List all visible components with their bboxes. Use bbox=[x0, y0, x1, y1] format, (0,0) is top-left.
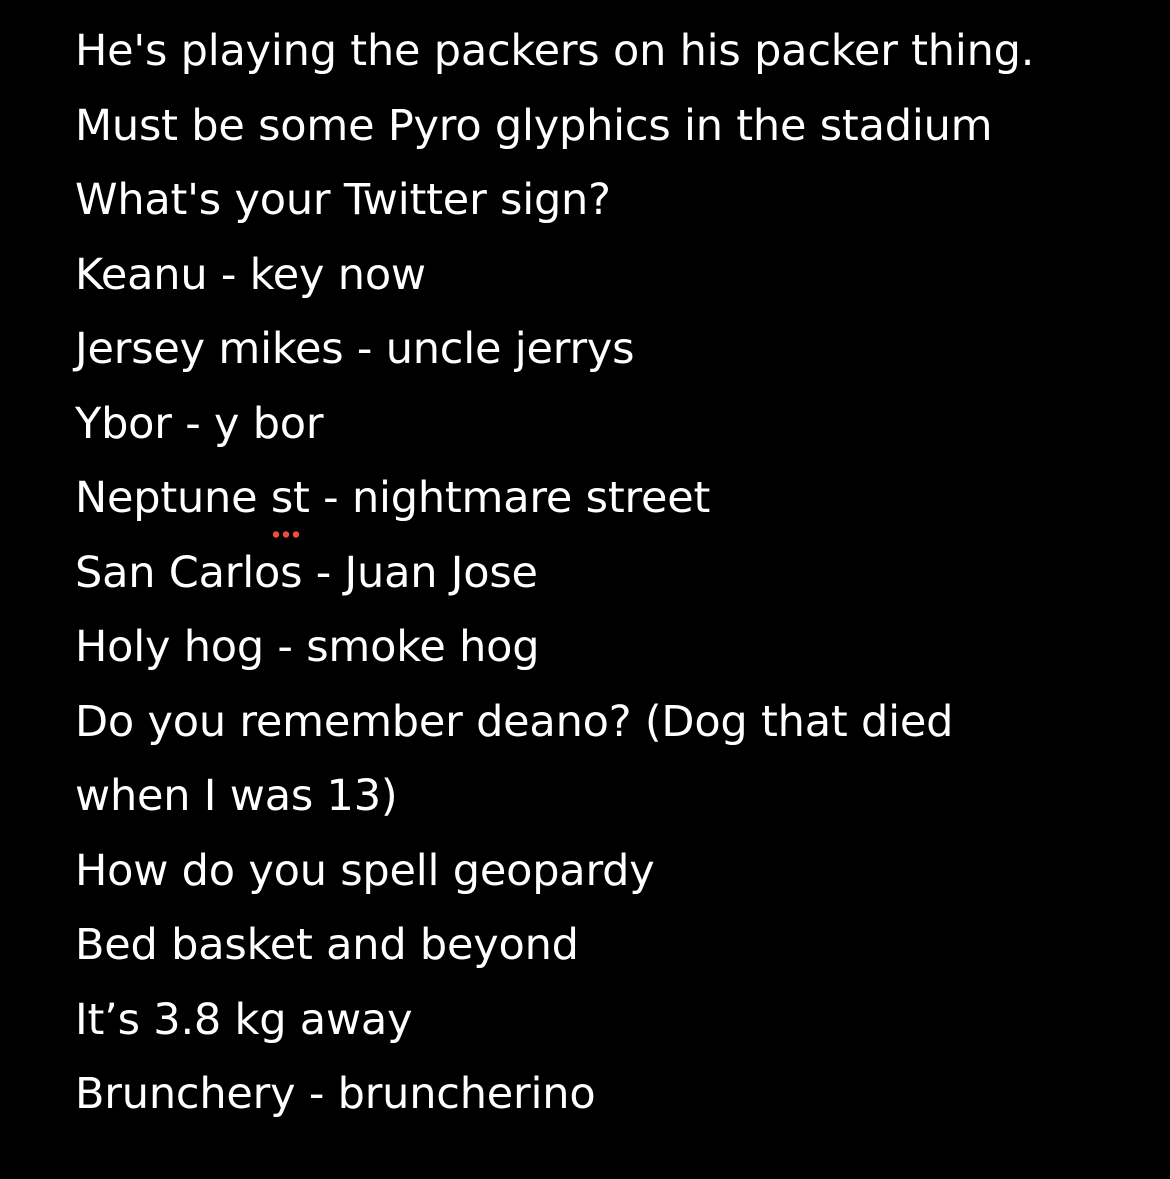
note-line: San Carlos - Juan Jose bbox=[75, 547, 538, 598]
note-line: He's playing the packers on his packer thing. bbox=[75, 26, 1035, 76]
note-line: Brunchery - bruncherino bbox=[75, 1069, 596, 1119]
spellcheck-misspelled-word[interactable]: st bbox=[271, 461, 310, 536]
note-line-with-spellcheck bbox=[75, 461, 1110, 536]
note-line: Jersey mikes - uncle jerrys bbox=[75, 324, 635, 374]
note-line: when I was 13) bbox=[75, 771, 398, 821]
note-line: What's your Twitter sign? bbox=[75, 175, 611, 225]
note-line: Do you remember deano? (Dog that died bbox=[75, 696, 954, 747]
note-line: How do you spell geopardy bbox=[75, 845, 655, 896]
note-line: It’s 3.8 kg away bbox=[75, 994, 413, 1045]
note-line: Keanu - key now bbox=[75, 249, 426, 300]
note-line: Bed basket and beyond bbox=[75, 920, 579, 970]
note-line-text-after: - nightmare street bbox=[309, 473, 711, 523]
note-line: Ybor - y bor bbox=[75, 398, 324, 449]
note-line: Must be some Pyro glyphics in the stadium bbox=[75, 100, 993, 151]
note-line-text-before: Neptune bbox=[75, 473, 271, 523]
note-line: Holy hog - smoke hog bbox=[75, 622, 540, 672]
